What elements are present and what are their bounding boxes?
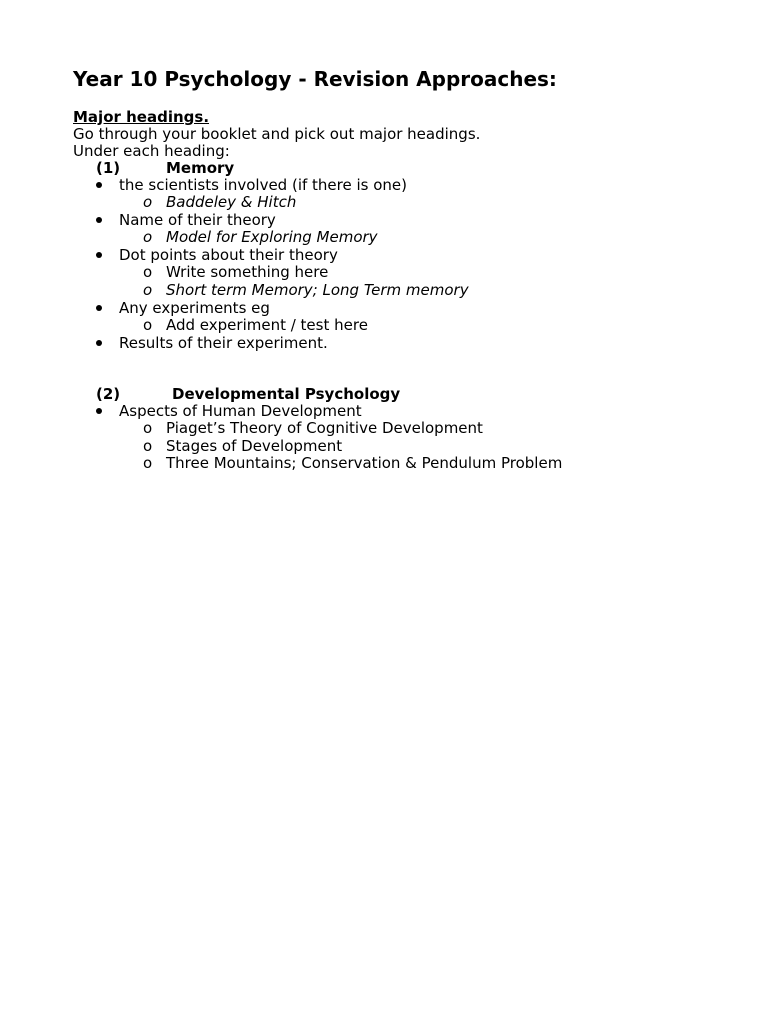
section-number: (2) — [96, 385, 121, 403]
section-heading-memory: Memory — [166, 159, 235, 177]
sub-list-item: Write something here — [166, 263, 329, 281]
sub-bullet-marker: o — [143, 193, 153, 211]
bullet-icon — [96, 182, 102, 188]
intro-line-1: Go through your booklet and pick out major headings. — [73, 125, 481, 143]
bullet-icon — [96, 252, 102, 258]
bullet-icon — [96, 217, 102, 223]
sub-bullet-marker: o — [143, 419, 153, 437]
sub-list-item: Model for Exploring Memory — [166, 228, 378, 246]
list-item: Aspects of Human Development — [119, 402, 362, 420]
sub-bullet-marker: o — [143, 281, 153, 299]
list-item: the scientists involved (if there is one) — [119, 176, 408, 194]
bullet-icon — [96, 305, 102, 311]
sub-bullet-marker: o — [143, 228, 153, 246]
sub-list-item: Piaget’s Theory of Cognitive Development — [166, 419, 483, 437]
sub-bullet-marker: o — [143, 454, 153, 472]
sub-list-item: Short term Memory; Long Term memory — [166, 281, 469, 299]
sub-bullet-marker: o — [143, 316, 153, 334]
sub-bullet-marker: o — [143, 263, 153, 281]
sub-list-item: Stages of Development — [166, 437, 343, 455]
list-item: Any experiments eg — [119, 299, 270, 317]
list-item: Dot points about their theory — [119, 246, 338, 264]
sub-list-item: Add experiment / test here — [166, 316, 368, 334]
major-headings-heading: Major headings. — [73, 108, 210, 126]
bullet-icon — [96, 408, 102, 414]
document-title: Year 10 Psychology - Revision Approaches: — [73, 67, 557, 91]
section-heading-developmental: Developmental Psychology — [172, 385, 401, 403]
list-item: Name of their theory — [119, 211, 276, 229]
sub-list-item: Three Mountains; Conservation & Pendulum Problem — [166, 454, 563, 472]
bullet-icon — [96, 340, 102, 346]
sub-bullet-marker: o — [143, 437, 153, 455]
section-number: (1) — [96, 159, 121, 177]
sub-list-item: Baddeley & Hitch — [166, 193, 297, 211]
list-item: Results of their experiment. — [119, 334, 328, 352]
intro-line-2: Under each heading: — [73, 142, 230, 160]
